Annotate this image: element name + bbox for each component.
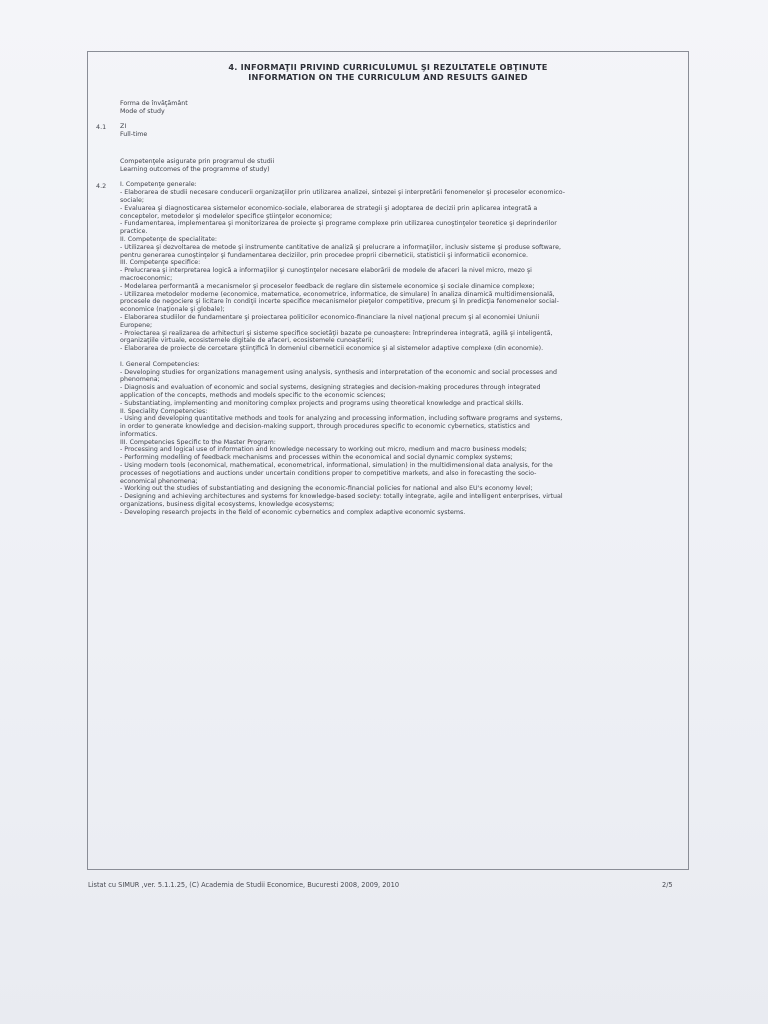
text-line: organizations, business digital ecosystems, knowledge ecosystems; — [120, 501, 335, 509]
text-line: phenomena; — [120, 376, 160, 384]
text-line: - Utilizarea şi dezvoltarea de metode şi instrumente cantitative de analiză şi prelucrare a informaţiilor, inclusiv sisteme şi produse software, — [120, 243, 561, 251]
text-line: - Prelucrarea şi interpretarea logică a informaţiilor şi cunoştinţelor necesare elaborării de modele de afaceri la nivel micro, mezo şi — [120, 267, 532, 275]
competencies-english — [120, 361, 676, 517]
text-line: - Performing modelling of feedback mechanisms and processes within the economical and social dynamic complex systems; — [120, 454, 513, 462]
text-line: conceptelor, metodelor şi modelelor specifice ştiinţelor economice; — [120, 212, 333, 220]
text-line: - Using and developing quantitative methods and tools for analyzing and processing information, including software programs and systems, — [120, 415, 563, 423]
heading-english: INFORMATION ON THE CURRICULUM AND RESULTS GAINED — [248, 72, 528, 82]
text-line: procesele de negociere şi licitare în condiţii incerte specifice mecanismelor pieţelor competitive, precum şi în predicţia fenomenelor social- — [120, 298, 559, 306]
text-line: pentru generarea cunoştinţelor şi fundamentarea deciziilor, prin procedee proprii ciberneticii, statisticii şi informaticii economice. — [120, 251, 529, 259]
text-line: - Working out the studies of substantiating and designing the economic-financial policies for national and also EU's economy level; — [120, 485, 533, 493]
text-line: - Fundamentarea, implementarea şi monitorizarea de proiecte şi programe complexe prin utilizarea cunoştinţelor teoretice şi deprinderilor — [120, 220, 557, 228]
text-line: III. Competencies Specific to the Master Program: — [120, 438, 276, 446]
heading-romanian: 4. INFORMAŢII PRIVIND CURRICULUMUL ŞI REZULTATELE OBŢINUTE — [228, 62, 548, 72]
section-4-2 — [120, 158, 676, 517]
text-line: organizaţiile virtuale, ecosistemele digitale de afaceri, ecosistemele cunoaşterii; — [120, 337, 374, 345]
text-line: - Proiectarea şi realizarea de arhitecturi şi sisteme specifice societăţii bazate pe cunoaştere: întreprinderea integrată, agilă şi inteligentă, — [120, 329, 553, 337]
learning-outcomes-label-en: Learning outcomes of the programme of study) — [120, 165, 270, 173]
text-line: - Utilizarea metodelor moderne (economice, matematice, econometrice, informatice, de simulare) în analiza dinamică multidimensională, — [120, 290, 555, 298]
text-line: III. Competenţe specifice: — [120, 259, 201, 267]
text-line: - Diagnosis and evaluation of economic and social systems, designing strategies and decision-making procedures through integrated — [120, 384, 541, 392]
mode-of-study-value-en: Full-time — [120, 131, 148, 139]
text-line: - Developing studies for organizations management using analysis, synthesis and interpretation of the economic and social processes and — [120, 368, 558, 376]
text-line: economical phenomena; — [120, 477, 198, 485]
text-line: - Evaluarea şi diagnosticarea sistemelor economico-sociale, elaborarea de strategii şi adoptarea de decizii prin aplicarea integrată a — [120, 204, 538, 212]
text-line: - Substantiating, implementing and monitoring complex projects and programs using theoretical knowledge and practical skills. — [120, 399, 524, 407]
text-line: Europene; — [120, 321, 153, 329]
section-heading — [87, 62, 689, 82]
section-number-4-2: 4.2 — [96, 182, 107, 190]
text-line: - Elaborarea studiilor de fundamentare şi proiectarea politicilor economico-financiare la nivel naţional precum şi al economiei Uniunii — [120, 313, 540, 321]
mode-of-study-label-ro: Forma de învăţământ — [120, 100, 188, 107]
text-line: in order to generate knowledge and decision-making support, through procedures specific to economic cybernetics, statistics and — [120, 423, 530, 431]
text-line: - Using modern tools (economical, mathematical, econometrical, informational, simulation) in the multidimensional data analysis, for the — [120, 462, 553, 470]
learning-outcomes-label-ro: Competenţele asigurate prin programul de studii — [120, 158, 275, 165]
text-line: - Elaborarea de proiecte de cercetare ştiinţifică în domeniul ciberneticii economice şi al sistemelor adaptive complexe (din economie). — [120, 345, 544, 353]
footer-credit: Listat cu SIMUR ,ver. 5.1.1.25, (C) Academia de Studii Economice, Bucuresti 2008, 2009, 2010 — [88, 881, 400, 889]
mode-of-study-value-ro: ZI — [120, 123, 127, 131]
text-line: processes of negotiations and auctions under uncertain conditions proper to competitive markets, and also in forecasting the socio- — [120, 469, 537, 477]
text-line: - Developing research projects in the field of economic cybernetics and complex adaptive economic systems. — [120, 508, 466, 516]
text-line: II. Competenţe de specialitate: — [120, 235, 218, 243]
text-line: - Designing and achieving architectures and systems for knowledge-based society: totally integrate, agile and intelligent enterprises, virtual — [120, 493, 563, 501]
text-line: sociale; — [120, 196, 144, 204]
section-4-1 — [120, 100, 676, 139]
text-line: - Elaborarea de studii necesare conducerii organizaţiilor prin utilizarea analizei, sintezei şi interpretării fenomenelor şi proceselor economico- — [120, 189, 565, 197]
text-line: informatics. — [120, 430, 158, 438]
competencies-romanian — [120, 181, 676, 353]
text-line: I. General Competencies: — [120, 360, 200, 368]
text-line: II. Speciality Competencies: — [120, 407, 208, 415]
mode-of-study-label-en: Mode of study — [120, 107, 165, 115]
text-line: - Processing and logical use of information and knowledge necessary to working out micro, medium and macro business models; — [120, 446, 527, 454]
page-number: 2/5 — [662, 881, 673, 889]
text-line: practice. — [120, 228, 148, 236]
section-number-4-1: 4.1 — [96, 123, 107, 131]
text-line: macroeconomic; — [120, 274, 173, 282]
text-line: economice (naţionale şi globale); — [120, 306, 225, 314]
text-line: I. Competenţe generale: — [120, 181, 197, 189]
text-line: application of the concepts, methods and models specific to the economic sciences; — [120, 391, 386, 399]
text-line: - Modelarea performantă a mecanismelor şi proceselor feedback de reglare din sistemele economice şi sociale dinamice complexe; — [120, 282, 535, 290]
